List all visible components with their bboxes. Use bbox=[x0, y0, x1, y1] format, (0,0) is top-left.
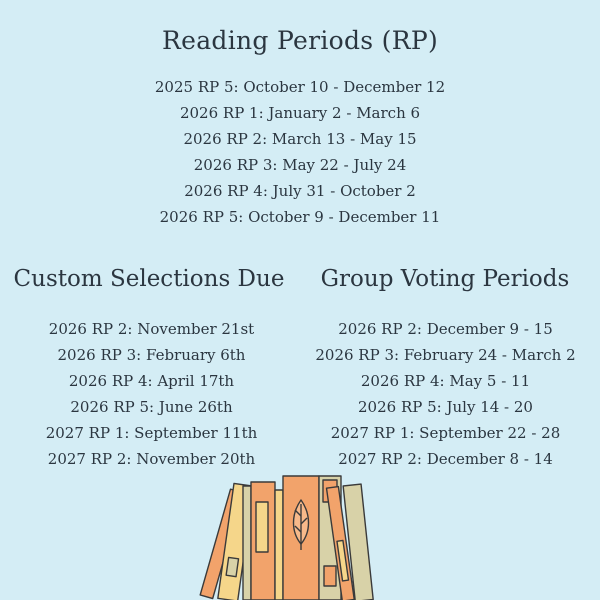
voting-period-item: 2027 RP 1: September 22 - 28 bbox=[330, 424, 561, 442]
books-illustration bbox=[190, 470, 400, 600]
reading-period-item: 2026 RP 5: October 9 - December 11 bbox=[159, 208, 441, 226]
group-voting-list bbox=[293, 316, 598, 472]
reading-periods-list bbox=[0, 74, 600, 230]
custom-selection-item: 2026 RP 2: November 21st bbox=[48, 320, 255, 338]
voting-period-item: 2027 RP 2: December 8 - 14 bbox=[338, 450, 553, 468]
custom-selections-list bbox=[0, 316, 303, 472]
voting-period-item: 2026 RP 3: February 24 - March 2 bbox=[315, 346, 576, 364]
custom-selections-heading: Custom Selections Due bbox=[13, 266, 285, 292]
page-title: Reading Periods (RP) bbox=[162, 26, 438, 55]
custom-selection-item: 2026 RP 5: June 26th bbox=[70, 398, 233, 416]
voting-period-item: 2026 RP 4: May 5 - 11 bbox=[360, 372, 531, 390]
group-voting-heading: Group Voting Periods bbox=[320, 266, 570, 292]
reading-period-item: 2026 RP 3: May 22 - July 24 bbox=[193, 156, 407, 174]
custom-selection-item: 2027 RP 2: November 20th bbox=[47, 450, 256, 468]
book-spine bbox=[275, 490, 283, 600]
reading-period-item: 2026 RP 4: July 31 - October 2 bbox=[184, 182, 416, 200]
custom-selection-item: 2026 RP 3: February 6th bbox=[57, 346, 246, 364]
reading-period-item: 2026 RP 1: January 2 - March 6 bbox=[179, 104, 421, 122]
reading-period-item: 2025 RP 5: October 10 - December 12 bbox=[154, 78, 446, 96]
book-spine bbox=[243, 486, 251, 600]
voting-period-item: 2026 RP 2: December 9 - 15 bbox=[338, 320, 553, 338]
reading-period-item: 2026 RP 2: March 13 - May 15 bbox=[183, 130, 417, 148]
voting-period-item: 2026 RP 5: July 14 - 20 bbox=[358, 398, 533, 416]
custom-selection-item: 2027 RP 1: September 11th bbox=[45, 424, 258, 442]
custom-selection-item: 2026 RP 4: April 17th bbox=[68, 372, 235, 390]
